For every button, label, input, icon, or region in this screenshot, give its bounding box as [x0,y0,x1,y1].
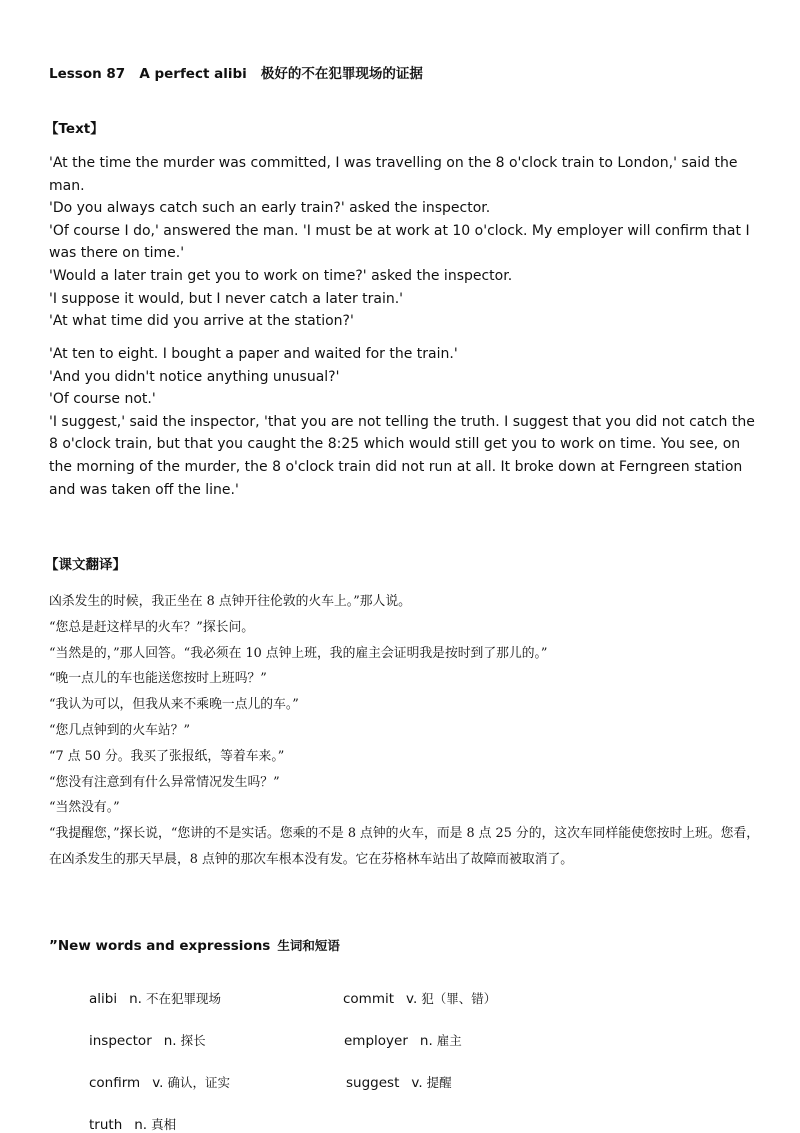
lesson-number: Lesson 87 [49,66,126,82]
translation-line: “晚一点儿的车也能送您按时上班吗？” [49,671,267,687]
translation-line: “当然没有。” [49,800,120,816]
vocab-meaning: 提醒 [426,1075,452,1090]
text-heading: 【Text】 [45,121,104,137]
vocab-item [343,989,496,1007]
vocab-pos: n. [163,1033,177,1049]
vocab-meaning: 不在犯罪现场 [145,991,221,1006]
vocab-word: confirm [89,1075,141,1091]
translation-heading: 【课文翻译】 [45,557,126,573]
vocab-pos: v. [411,1075,423,1091]
text-paragraph: 'At the time the murder was committed, I was travelling on the 8 o'clock train to London,' said the man. [49,155,738,194]
text-paragraph: 'Of course not.' [49,391,156,408]
lesson-title-en: A perfect alibi [139,66,247,82]
text-paragraph: 'I suppose it would, but I never catch a later train.' [49,290,404,307]
translation-line: “7 点 50 分。我买了张报纸，等着车来。” [49,748,285,764]
text-paragraph: 'I suggest,' said the inspector, 'that you are not telling the truth. I suggest that you did not catch the 8 o'clock train, but that you caught the 8:25 which would still get you to work on time. You see, on the morning of the murder, the 8 o'clock train did not run at all. It broke down at Ferngreen station and was taken off the line.' [49,413,755,498]
vocab-item [344,1031,462,1049]
translation-line: “您没有注意到有什么异常情况发生吗？” [49,774,280,790]
text-paragraph: 'Do you always catch such an early train?' asked the inspector. [49,200,491,217]
text-paragraph: 'And you didn't notice anything unusual?' [49,368,340,385]
words-heading-cn: 生词和短语 [277,938,340,953]
vocab-meaning: 雇主 [436,1033,462,1048]
text-paragraph: 'Would a later train get you to work on time?' asked the inspector. [49,267,513,284]
text-block-2 [49,343,761,501]
translation-line: “您总是赶这样早的火车？”探长问。 [49,619,255,635]
vocab-meaning: 犯（罪、错） [421,991,497,1006]
words-heading [49,936,340,954]
vocab-item [346,1073,452,1091]
vocab-word: truth [89,1117,123,1133]
translation-line: 凶杀发生的时候，我正坐在 8 点钟开往伦敦的火车上。”那人说。 [49,594,411,609]
text-block-1 [49,152,761,333]
lesson-title [49,62,423,82]
translation-line: “您几点钟到的火车站？” [49,722,191,738]
text-paragraph: 'At what time did you arrive at the station?' [49,313,354,330]
text-paragraph: 'Of course I do,' answered the man. 'I must be at work at 10 o'clock. My employer will confirm that I was there on time.' [49,222,750,262]
translation-block [49,589,761,873]
lesson-title-cn: 极好的不在犯罪现场的证据 [260,66,423,82]
translation-line: “当然是的，”那人回答。“我必须在 10 点钟上班，我的雇主会证明我是按时到了那儿的。” [49,645,548,661]
vocab-word: employer [344,1033,408,1049]
translation-line: “我认为可以，但我从来不乘晚一点儿的车。” [49,697,299,713]
words-heading-en: ”New words and expressions [49,938,271,954]
vocab-meaning: 确认，证实 [167,1075,230,1090]
text-paragraph: 'At ten to eight. I bought a paper and waited for the train.' [49,346,458,362]
vocab-word: alibi [89,991,118,1007]
vocab-item [89,1031,206,1049]
vocab-meaning: 真相 [151,1117,177,1132]
vocab-pos: v. [152,1075,164,1091]
vocab-pos: n. [134,1117,148,1133]
vocab-pos: n. [419,1033,433,1049]
vocab-item [89,1115,176,1133]
vocab-meaning: 探长 [180,1033,206,1048]
vocab-word: suggest [346,1075,400,1091]
vocab-pos: n. [129,991,142,1007]
vocab-item [89,989,221,1007]
vocab-word: inspector [89,1033,152,1049]
vocab-word: commit [343,991,395,1007]
translation-line: “我提醒您，”探长说，“您讲的不是实话。您乘的不是 8 点钟的火车，而是 8 点 25 分的，这次车同样能使您按时上班。您看，在凶杀发生的那天早晨，8 点钟的那次车根本没有发。它在芬格林车站出了故障而被取消了。 [49,826,760,867]
vocab-item [89,1073,230,1091]
vocab-pos: v. [406,991,418,1007]
